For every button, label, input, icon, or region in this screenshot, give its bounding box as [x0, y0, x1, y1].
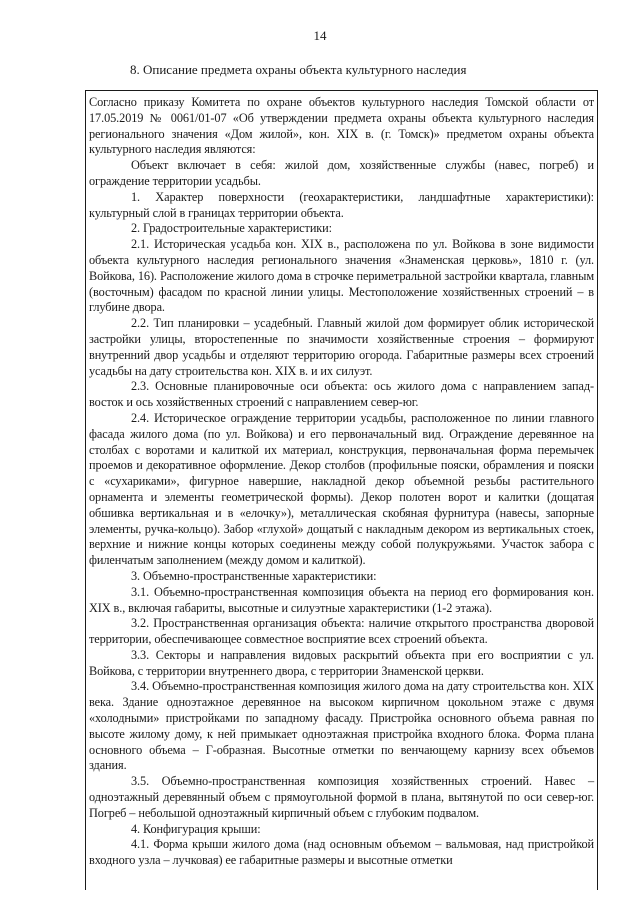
- paragraph-2: 2. Градостроительные характеристики:: [131, 221, 332, 236]
- paragraph-3-2: 3.2. Пространственная организация объекта: наличие открытого пространства дворовой территории, обеспечивающее совместное восприятие всех строений объекта.: [89, 616, 594, 647]
- paragraph-3: 3. Объемно-пространственные характеристики:: [131, 568, 377, 583]
- paragraph-2-4: 2.4. Историческое ограждение территории усадьбы, расположенное по линии главного фасада жилого дома (по ул. Войкова) и его первоначальный вид. Ограждение деревянное на столбах с воротами и калиткой их материал, конструкция, первоначальная форма перемычек проемов и декоративное оформление. Декор столбов (профильные пояски, обрамления и пояски с «сухариками», фигурное навершие, накладной декор объемной резьбы растительного орнамента и элементы геометрической формы). Декор полотен ворот и калитки (дощатая обшивка вертикальная и в «елочку»), металлическая скобяная фурнитура (навесы, запорные элементы, ручка-кольцо). Забор «глухой» дощатый с накладным декором из вертикальных стоек, верхние и нижние концы которых соединены между собой полукружьями. Участок забора с филенчатым заполнением (между домом и калиткой).: [89, 410, 594, 568]
- paragraph-intro: Согласно приказу Комитета по охране объектов культурного наследия Томской области от 17.05.2019 № 0061/01-07 «Об утверждении предмета охраны объекта культурного наследия регионального значения «Дом жилой», кон. XIX в. (г. Томск)» предметом охраны объекта культурного наследия являются:: [89, 95, 594, 157]
- section-title: 8. Описание предмета охраны объекта культурного наследия: [130, 62, 467, 77]
- paragraph-2-1: 2.1. Историческая усадьба кон. XIX в., расположена по ул. Войкова в зоне видимости объекта культурного наследия регионального значения «Знаменская церковь», 1810 г. (ул. Войкова, 16). Расположение жилого дома в строчке периметральной застройки квартала, главным (восточным) фасадом по красной линии улицы. Местоположение хозяйственных строений – в глубине двора.: [89, 237, 594, 315]
- content-frame: [85, 90, 598, 890]
- page-number: 14: [313, 28, 327, 43]
- paragraph-3-3: 3.3. Секторы и направления видовых раскрытий объекта при его восприятии с ул. Войкова, с территории внутреннего двора, с территории Знаменской церкви.: [89, 647, 594, 678]
- paragraph-object: Объект включает в себя: жилой дом, хозяйственные службы (навес, погреб) и ограждение территории усадьбы.: [89, 158, 594, 188]
- paragraph-2-2: 2.2. Тип планировки – усадебный. Главный жилой дом формирует облик исторической застройки улицы, второстепенные по значимости хозяйственные строения – формируют внутренний двор усадьбы и отделяют территорию огорода. Габаритные размеры всех строений усадьбы на дату строительства кон. XIX в. и их силуэт.: [89, 316, 594, 378]
- paragraph-3-1: 3.1. Объемно-пространственная композиция объекта на период его формирования кон. XIX в., включая габариты, высотные и силуэтные характеристики (1-2 этажа).: [89, 584, 594, 615]
- paragraph-3-4: 3.4. Объемно-пространственная композиция жилого дома на дату строительства кон. XIX века. Здание одноэтажное деревянное на высоком кирпичном цокольном этаже с двумя «холодными» пристройками по западному фасаду. Пристройка основного объема равная по высоте жилому дому, к ней примыкает одноэтажная пристройка входного блока. Форма плана основного объема – Г-образная. Высотные отметки по венчающему карнизу всех объемов здания.: [89, 679, 594, 773]
- paragraph-3-5: 3.5. Объемно-пространственная композиция хозяйственных строений. Навес – одноэтажный деревянный объем с прямоугольной формой в плана, вытянутой по оси север-юг. Погреб – небольшой одноэтажный кирпичный объем с глубоким подвалом.: [89, 774, 594, 820]
- paragraph-1: 1. Характер поверхности (геохарактеристики, ландшафтные характеристики): культурный слой в границах территории объекта.: [89, 189, 594, 220]
- paragraph-2-3: 2.3. Основные планировочные оси объекта: ось жилого дома с направлением запад-восток и ось хозяйственных строений с направлением север-юг.: [89, 379, 594, 410]
- paragraph-4: 4. Конфигурация крыши:: [131, 821, 261, 836]
- paragraph-4-1: 4.1. Форма крыши жилого дома (над основным объемом – вальмовая, над пристройкой входного узла – лучковая) ее габаритные размеры и высотные отметки: [89, 837, 594, 868]
